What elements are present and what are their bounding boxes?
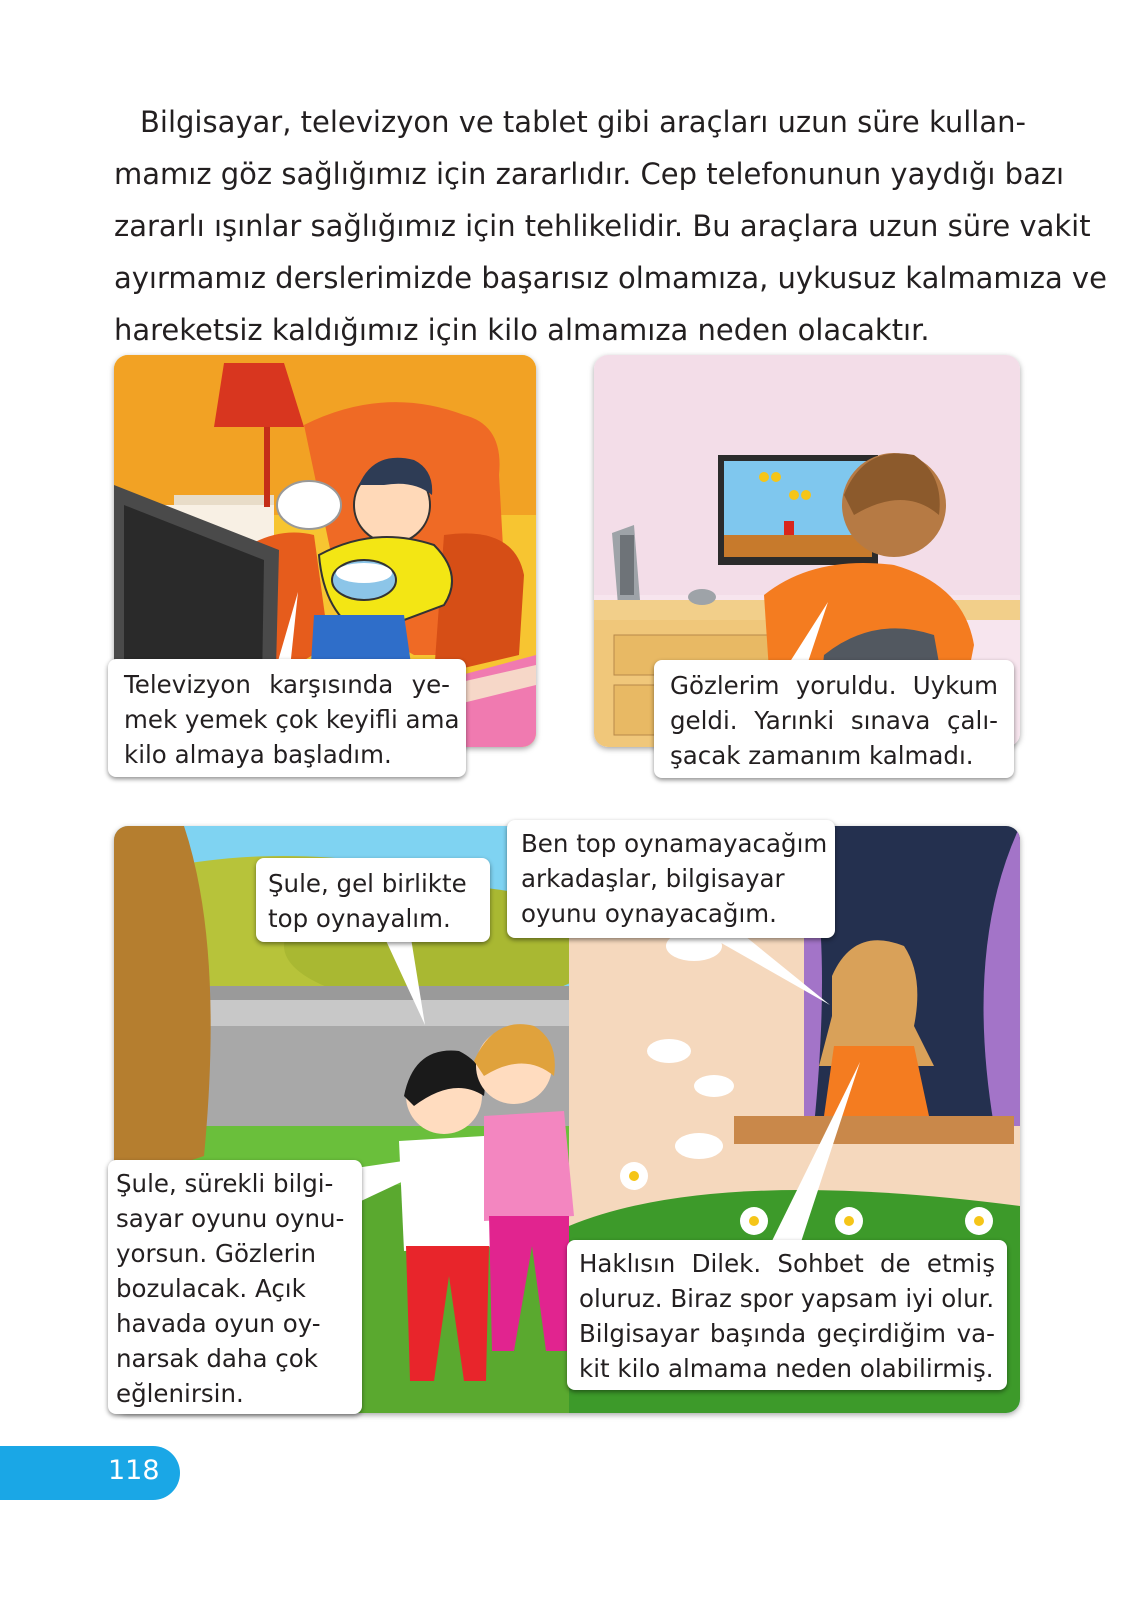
bubble-line: Gözlerim yoruldu. Uykum: [670, 671, 998, 700]
bubble-line: narsak daha çok: [116, 1344, 318, 1373]
paragraph-line: hareketsiz kaldığımız için kilo almamıza neden olacaktır.: [114, 313, 930, 347]
bubble-line: top oynayalım.: [268, 904, 451, 933]
bubble-line: oluruz. Biraz spor yapsam iyi olur.: [579, 1284, 995, 1313]
speech-bubble-window-girl: [507, 820, 835, 938]
bubble-line: bozulacak. Açık: [116, 1274, 306, 1303]
bubble-line: şacak zamanım kalmadı.: [670, 741, 974, 770]
speech-bubble-left-girl: [108, 1160, 362, 1414]
page-number: 118: [108, 1455, 160, 1486]
bubble-line: eğlenirsin.: [116, 1379, 244, 1408]
bubble-tail: [380, 930, 440, 1030]
bubble-tail: [760, 1060, 870, 1250]
paragraph-line: mamız göz sağlığımız için zararlıdır. Cep telefonunun yaydığı bazı: [114, 157, 1065, 191]
paragraph-line: ayırmamız derslerimizde başarısız olmamıza, uykusuz kalmamıza ve: [114, 261, 1107, 295]
bubble-line: yorsun. Gözlerin: [116, 1239, 317, 1268]
bubble-tail: [270, 590, 310, 670]
paragraph-line: Bilgisayar, televizyon ve tablet gibi araçları uzun süre kullan-: [140, 105, 1026, 139]
bubble-line: arkadaşlar, bilgisayar: [521, 864, 785, 893]
bubble-line: geldi. Yarınki sınava çalı-: [670, 706, 998, 735]
speech-bubble-tv: [108, 659, 466, 777]
bubble-line: Şule, sürekli bilgi-: [116, 1169, 334, 1198]
speech-bubble-invite: [256, 858, 490, 942]
bubble-line: Ben top oynamayacağım: [521, 829, 828, 858]
speech-bubble-computer: [654, 660, 1014, 778]
paragraph-line: zararlı ışınlar sağlığımız için tehlikelidir. Bu araçlara uzun süre vakit: [114, 209, 1091, 243]
bubble-line: Şule, gel birlikte: [268, 869, 467, 898]
bubble-line: kilo almaya başladım.: [124, 740, 392, 769]
bubble-line: kit kilo almama neden olabilirmiş.: [579, 1354, 994, 1383]
bubble-tail: [700, 930, 840, 1010]
bubble-line: sayar oyunu oynu-: [116, 1204, 345, 1233]
bubble-line: oyunu oynayacağım.: [521, 899, 777, 928]
intro-paragraph: [114, 96, 1107, 356]
bubble-line: Bilgisayar başında geçirdiğim va-: [579, 1319, 995, 1348]
bubble-line: havada oyun oy-: [116, 1309, 321, 1338]
bubble-line: Haklısın Dilek. Sohbet de etmiş: [579, 1249, 995, 1278]
bubble-line: mek yemek çok keyifli ama: [124, 705, 460, 734]
bubble-line: Televizyon karşısında ye-: [124, 670, 450, 699]
speech-bubble-reply: [567, 1240, 1007, 1390]
